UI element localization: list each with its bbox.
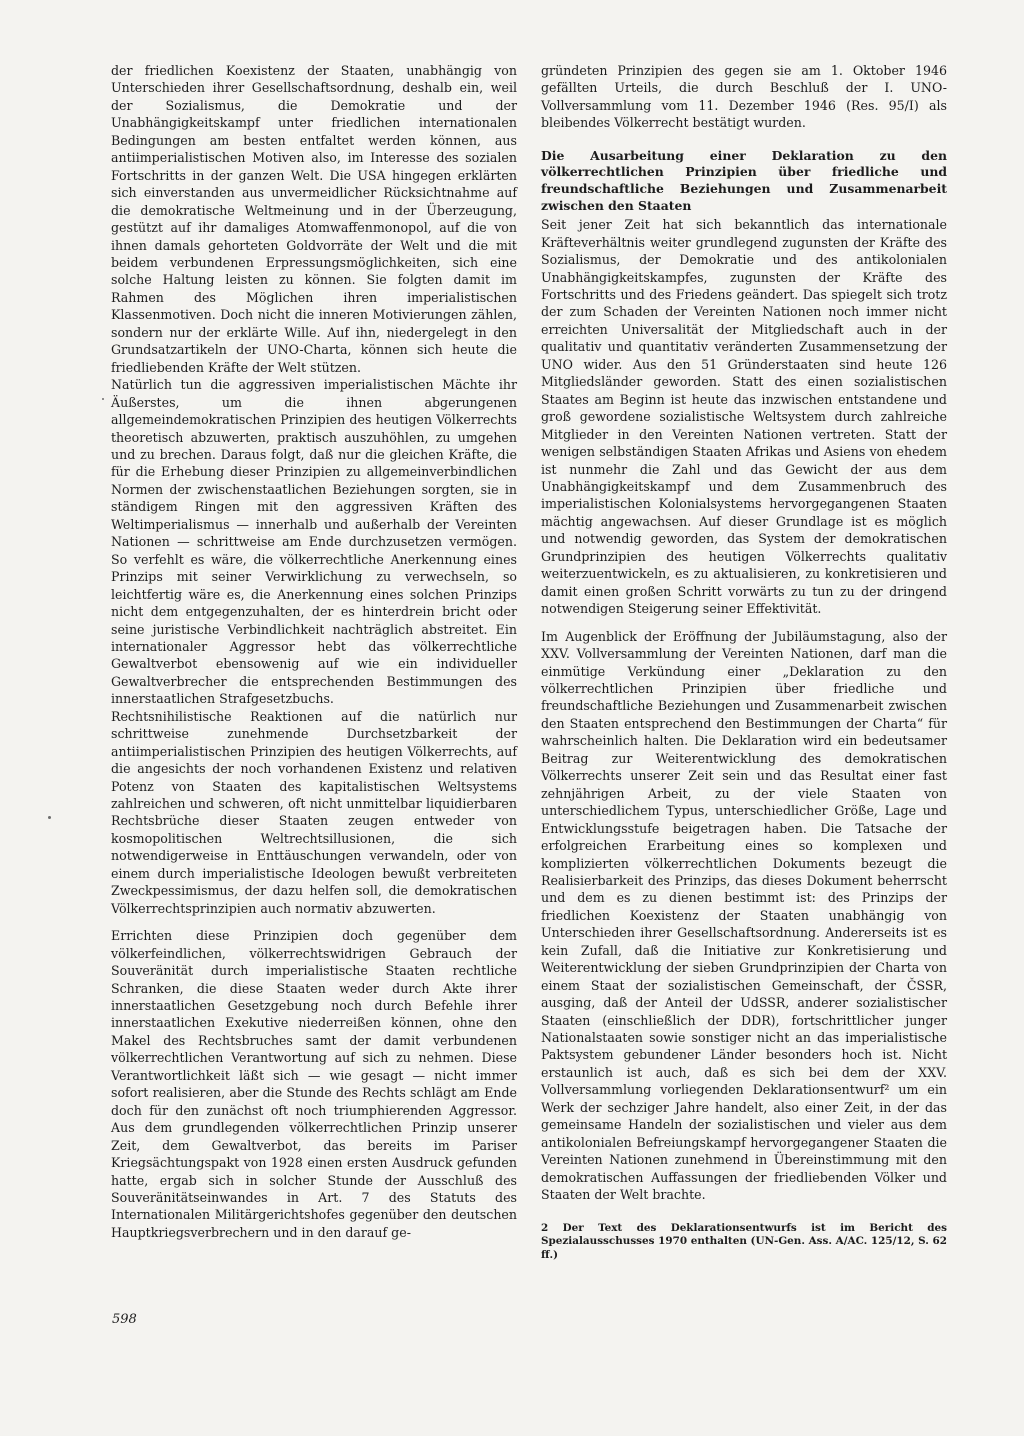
left-column xyxy=(111,62,517,1241)
scan-speck xyxy=(102,398,104,400)
right-intro-paragraph: gründeten Prinzipien des gegen sie am 1. Oktober 1946 gefällten Urteils, die durch Beschluß der I. UNO-Vollversammlung vom 11. Dezember 1946 (Res. 95/I) als bleibendes Völkerrecht bestätigt wurden. xyxy=(541,63,947,131)
section-heading: Die Ausarbeitung einer Deklaration zu den völkerrechtlichen Prinzipien über friedliche und freundschaftliche Beziehungen und Zusammenarbeit zwischen den Staaten xyxy=(541,147,947,213)
left-paragraph-3: Rechtsnihilistische Reaktionen auf die natürlich nur schrittweise zunehmende Durchsetzbarkeit der antiimperialistischen Prinzipien des heutigen Völkerrechts, auf die angesichts der noch vorhandenen Existenz und relativen Potenz von Staaten des kapitalistischen Weltsystems zahlreichen und schweren, oft nicht unmittelbar liquidierbaren Rechtsbrüche dieser Staaten zeugen entweder von kosmopolitischen Weltrechtsillusionen, die sich notwendigerweise in Enttäuschungen verwandeln, oder von einem durch imperialistische Ideologen bewußt verbreiteten Zweckpessimismus, der dazu helfen soll, die demokratischen Völkerrechtsprinzipien auch normativ abzuwerten. xyxy=(111,708,517,916)
right-paragraph-1: Seit jener Zeit hat sich bekanntlich das internationale Kräfteverhältnis weiter grundlegend zugunsten der Kräfte des Sozialismus, der Demokratie und des antikolonialen Unabhängigkeitskampfes, zugunsten der Kräfte des Fortschritts und des Friedens geändert. Das spiegelt sich trotz der zum Schaden der Vereinten Nationen noch immer nicht erreichten Universalität der Mitgliedschaft auch in der qualitativ und quantitativ veränderten Zusammensetzung der UNO wider. Aus den 51 Gründerstaaten sind heute 126 Mitgliedsländer geworden. Statt des einen sozialistischen Staates am Beginn ist heute das inzwischen entstandene und groß gewordene sozialistische Weltsystem durch zahlreiche Mitglieder in den Vereinten Nationen vertreten. Statt der wenigen selbständigen Staaten Afrikas und Asiens von ehedem ist nunmehr die Zahl und das Gewicht der aus dem Unabhängigkeitskampf und dem Zusammenbruch des imperialistischen Kolonialsystems hervorgegangenen Staaten mächtig angewachsen. Auf dieser Grundlage ist es möglich und notwendig geworden, das System der demokratischen Grundprinzipien des heutigen Völkerrechts qualitativ weiterzuentwickeln, es zu aktualisieren, zu konkretisieren und damit einen großen Schritt vorwärts zu tun zu der dringend notwendigen Steigerung seiner Effektivität. xyxy=(541,217,947,617)
right-paragraph-2: Im Augenblick der Eröffnung der Jubiläumstagung, also der XXV. Vollversammlung der Vereinten Nationen, darf man die einmütige Verkündung einer „Deklaration zu den völkerrechtlichen Prinzipien über friedliche und freundschaftliche Beziehungen und Zusammenarbeit zwischen den Staaten entsprechend den Bestimmungen der Charta“ für wahrscheinlich halten. Die Deklaration wird ein bedeutsamer Beitrag zur Weiterentwicklung des demokratischen Völkerrechts unserer Zeit sein und das Resultat einer fast zehnjährigen Arbeit, zu der viele Staaten von unterschiedlichem Typus, unterschiedlicher Größe, Lage und Entwicklungsstufe beigetragen haben. Die Tatsache der erfolgreichen Erarbeitung eines so komplexen und komplizierten völkerrechtlichen Dokuments bezeugt die Realisierbarkeit des Prinzips, das dieses Dokument beherrscht und dem es zu dienen bestimmt ist: des Prinzips der friedlichen Koexistenz der Staaten unabhängig von Unterschieden ihrer Gesellschaftsordnung. Andererseits ist es kein Zufall, daß die Initiative zur Konkretisierung und Weiterentwicklung der sieben Grundprinzipien der Charta von einem Staat der sozialistischen Gemeinschaft, der ČSSR, ausging, daß der Anteil der UdSSR, anderer sozialistischer Staaten (einschließlich der DDR), fortschrittlicher junger Nationalstaaten sowie sonstiger nicht an das imperialistische Paktsystem gebundener Länder besonders hoch ist. Nicht erstaunlich ist auch, daß es sich bei dem der XXV. Vollversammlung vorliegenden Deklarationsentwurf² um ein Werk der sechziger Jahre handelt, also einer Zeit, in der das gemeinsame Handeln der sozialistischen und vieler aus dem antikolonialen Befreiungskampf hervorgegangener Staaten die Vereinten Nationen zunehmend in Übereinstimmung mit den demokratischen Auffassungen der friedliebenden Völker und Staaten der Welt brachte. xyxy=(541,628,947,1203)
left-paragraph-2: Natürlich tun die aggressiven imperialistischen Mächte ihr Äußerstes, um die ihnen abgerungenen allgemeindemokratischen Prinzipien des heutigen Völkerrechts theoretisch abzuwerten, praktisch auszuhöhlen, zu umgehen und zu brechen. Daraus folgt, daß nur die gleichen Kräfte, die für die Erhebung dieser Prinzipien zu allgemeinverbindlichen Normen der zwischenstaatlichen Beziehungen sorgten, sie in ständigem Ringen mit den aggressiven Kräften des Weltimperialismus — innerhalb und außerhalb der Vereinten Nationen — schrittweise am Ende durchzusetzen vermögen. So verfehlt es wäre, die völkerrechtliche Anerkennung eines Prinzips mit seiner Verwirklichung zu verwechseln, so leichtfertig wäre es, die Anerkennung eines solchen Prinzips nicht dem entgegenzuhalten, der es hinterdrein bricht oder seine juristische Verbindlichkeit nachträglich abstreitet. Ein internationaler Aggressor hebt das völkerrechtliche Gewaltverbot ebensowenig auf wie ein individueller Gewaltverbrecher die entsprechenden Bestimmungen des innerstaatlichen Strafgesetzbuchs. xyxy=(111,377,517,707)
footnote: 2 Der Text des Deklarationsentwurfs ist im Bericht des Spezialausschusses 1970 enthalten (UN-Gen. Ass. A/AC. 125/12, S. 62 ff.) xyxy=(541,1221,947,1261)
left-paragraph-1: der friedlichen Koexistenz der Staaten, unabhängig von Unterschieden ihrer Gesellschaftsordnung, deshalb ein, weil der Sozialismus, die Demokratie und der Unabhängigkeitskampf unter friedlichen internationalen Bedingungen am besten entfaltet werden können, aus antiimperialistischen Motiven also, im Interesse des sozialen Fortschritts in der ganzen Welt. Die USA hingegen erklärten sich einverstanden aus unvermeidlicher Rücksichtnahme auf die demokratische Weltmeinung und in der Überzeugung, gestützt auf ihr damaliges Atomwaffenmonopol, auf die von ihnen damals gehorteten Goldvorräte der Welt und die mit beidem verbundenen Erpressungsmöglichkeiten, sich eine solche Haltung leisten zu können. Sie folgten damit im Rahmen des Möglichen ihren imperialistischen Klassenmotiven. Doch nicht die inneren Motivierungen zählen, sondern nur der erklärte Wille. Auf ihn, niedergelegt in den Grundsatzartikeln der UNO-Charta, können sich heute die friedliebenden Kräfte der Welt stützen. xyxy=(111,63,517,375)
left-paragraph-4: Errichten diese Prinzipien doch gegenüber dem völkerfeindlichen, völkerrechtswidrigen Gebrauch der Souveränität durch imperialistische Staaten rechtliche Schranken, die diese Staaten weder durch Akte ihrer innerstaatlichen Gesetzgebung noch durch Befehle ihrer innerstaatlichen Exekutive niederreißen können, ohne den Makel des Rechtsbruches samt der damit verbundenen völkerrechtlichen Verantwortung auf sich zu nehmen. Diese Verantwortlichkeit läßt sich — wie gesagt — nicht immer sofort realisieren, aber die Stunde des Rechts schlägt am Ende doch für den zunächst oft noch triumphierenden Aggressor. Aus dem grundlegenden völkerrechtlichen Prinzip unserer Zeit, dem Gewaltverbot, das bereits im Pariser Kriegsächtungspakt von 1928 einen ersten Ausdruck gefunden hatte, ergab sich in solcher Stunde der Ausschluß des Souveränitätseinwandes in Art. 7 des Statuts des Internationalen Militärgerichtshofes gegenüber den deutschen Hauptkriegsverbrechern und in den darauf ge- xyxy=(111,928,517,1240)
right-column xyxy=(541,62,947,1262)
scan-speck xyxy=(48,816,51,819)
page-number: 598 xyxy=(112,1312,137,1327)
